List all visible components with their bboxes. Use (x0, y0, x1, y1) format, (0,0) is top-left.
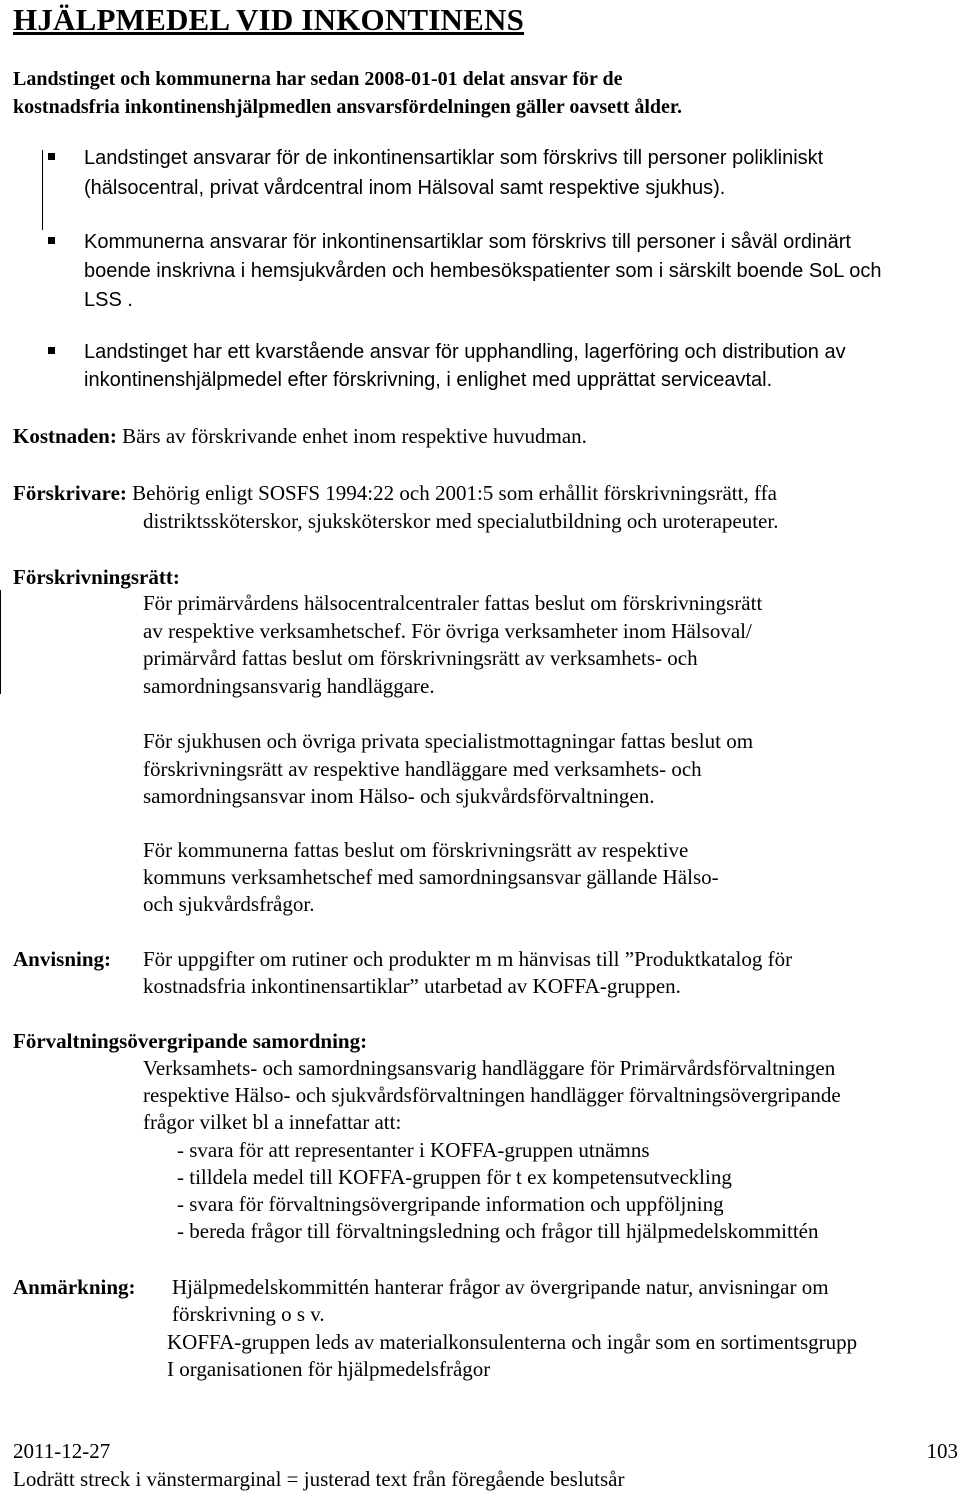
anmarkning-line-2: förskrivning o s v. (172, 1302, 325, 1326)
bullet-1-line-2: (hälsocentral, privat vårdcentral inom Hälsoval samt respektive sjukhus). (84, 177, 726, 199)
forskrivningsratt-p2-line: samordningsansvar inom Hälso- och sjukvårdsförvaltningen. (143, 784, 655, 808)
forvaltning-item: - bereda frågor till förvaltningsledning och frågor till hjälpmedelskommittén (177, 1219, 819, 1243)
forvaltning-item: - svara för att representanter i KOFFA-gruppen utnämns (177, 1138, 650, 1162)
bullet-3-line-2: inkontinenshjälpmedel efter förskrivning, i enlighet med upprättat serviceavtal. (84, 369, 773, 391)
forskrivare-section (13, 481, 777, 506)
page-title: HJÄLPMEDEL VID INKONTINENS (13, 2, 525, 37)
forskrivningsratt-label: Förskrivningsrätt: (13, 565, 180, 589)
forskrivningsratt-p2-line: För sjukhusen och övriga privata specialistmottagningar fattas beslut om (143, 729, 754, 753)
revision-bar (42, 150, 43, 230)
forvaltning-label: Förvaltningsövergripande samordning: (13, 1029, 368, 1053)
anmarkning-line-3: KOFFA-gruppen leds av materialkonsulenterna och ingår som en sortimentsgrupp (167, 1330, 858, 1354)
bullet-icon (48, 347, 55, 354)
bullet-2-line-3: LSS . (84, 289, 133, 311)
revision-bar (0, 590, 1, 694)
bullet-2-line-1: Kommunerna ansvarar för inkontinensartiklar som förskrivs till personer i såväl ordinärt (84, 231, 851, 253)
kostnaden-section (13, 424, 587, 449)
kostnaden-text: Bärs av förskrivande enhet inom respektive huvudman. (116, 424, 587, 448)
intro-line-2: kostnadsfria inkontinenshjälpmedlen ansvarsfördelningen gäller oavsett ålder. (13, 96, 682, 118)
forskrivare-line-1: Behörig enligt SOSFS 1994:22 och 2001:5 som erhållit förskrivningsrätt, ffa (126, 481, 777, 505)
forskrivningsratt-p2-line: förskrivningsrätt av respektive handläggare med verksamhets- och (143, 757, 702, 781)
forskrivare-label: Förskrivare: (13, 481, 127, 505)
anvisning-label: Anvisning: (13, 947, 112, 971)
forvaltning-line: frågor vilket bl a innefattar att: (143, 1110, 402, 1134)
intro-line-1: Landstinget och kommunerna har sedan 2008-01-01 delat ansvar för de (13, 68, 623, 90)
forskrivare-line-2: distriktssköterskor, sjuksköterskor med specialutbildning och uroterapeuter. (143, 509, 779, 533)
footer-note: Lodrätt streck i vänstermarginal = justerad text från föregående beslutsår (13, 1467, 625, 1491)
forvaltning-item: - svara för förvaltningsövergripande information och uppföljning (177, 1192, 724, 1216)
kostnaden-label: Kostnaden: (13, 424, 117, 448)
forvaltning-line: respektive Hälso- och sjukvårdsförvaltningen handlägger förvaltningsövergripande (143, 1083, 841, 1107)
bullet-icon (48, 153, 55, 160)
forskrivningsratt-p3-line: kommuns verksamhetschef med samordningsansvar gällande Hälso- (143, 865, 719, 889)
forskrivningsratt-p1-line: primärvård fattas beslut om förskrivningsrätt av verksamhets- och (143, 646, 698, 670)
anmarkning-line-1: Hjälpmedelskommittén hanterar frågor av övergripande natur, anvisningar om (172, 1275, 829, 1299)
anvisning-line-2: kostnadsfria inkontinensartiklar” utarbetad av KOFFA-gruppen. (143, 974, 681, 998)
forskrivningsratt-p1-line: av respektive verksamhetschef. För övriga verksamheter inom Hälsoval/ (143, 619, 752, 643)
page-number: 103 (926, 1439, 958, 1463)
anmarkning-line-4: I organisationen för hjälpmedelsfrågor (167, 1357, 491, 1381)
forskrivningsratt-p3-line: och sjukvårdsfrågor. (143, 892, 315, 916)
bullet-3-line-1: Landstinget har ett kvarstående ansvar för upphandling, lagerföring och distribution av (84, 341, 846, 363)
bullet-1-line-1: Landstinget ansvarar för de inkontinensartiklar som förskrivs till personer polikliniskt (84, 147, 824, 169)
forskrivningsratt-p3-line: För kommunerna fattas beslut om förskrivningsrätt av respektive (143, 838, 689, 862)
anmarkning-label: Anmärkning: (13, 1275, 136, 1299)
anvisning-line-1: För uppgifter om rutiner och produkter m m hänvisas till ”Produktkatalog för (143, 947, 793, 971)
footer-date: 2011-12-27 (13, 1439, 111, 1463)
bullet-2-line-2: boende inskrivna i hemsjukvården och hembesökspatienter som i särskilt boende SoL och (84, 260, 882, 282)
forskrivningsratt-p1-line: samordningsansvarig handläggare. (143, 674, 435, 698)
forvaltning-line: Verksamhets- och samordningsansvarig handläggare för Primärvårdsförvaltningen (143, 1056, 836, 1080)
bullet-icon (48, 237, 55, 244)
forskrivningsratt-p1-line: För primärvårdens hälsocentralcentraler fattas beslut om förskrivningsrätt (143, 591, 763, 615)
forvaltning-item: - tilldela medel till KOFFA-gruppen för t ex kompetensutveckling (177, 1165, 732, 1189)
